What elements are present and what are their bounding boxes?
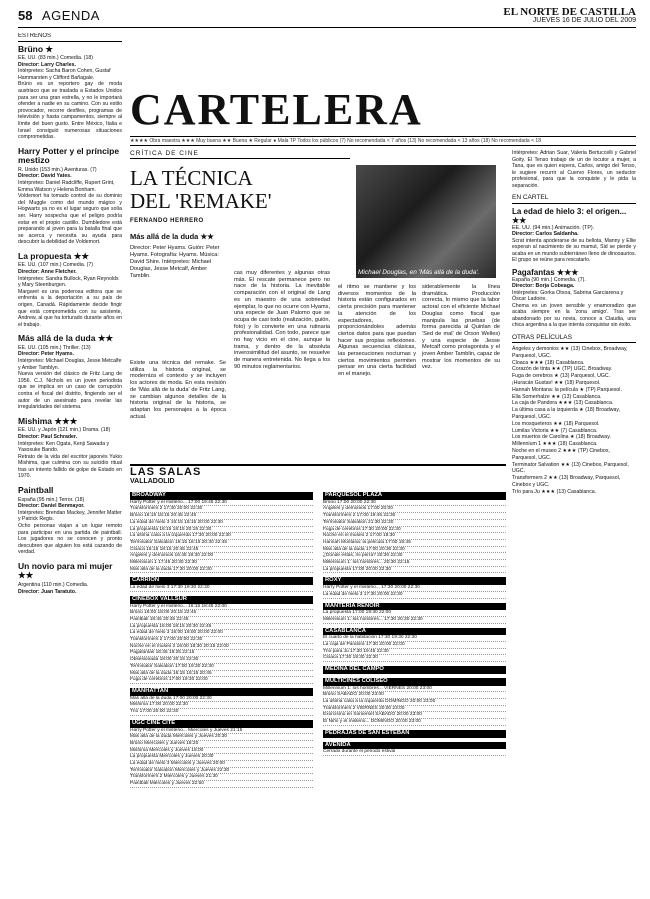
film-synopsis: Brüno es un reportero gay de moda austriaco que se traslada a Estados Unidos para ser una gran estrella, y no le importará ofender a nadie en su camino. Con su estilo provocador, recorre desfiles, programas de televisión y hasta campamentos, siempre al límite del buen gusto. Entre México, Italia e Israel consiguió numerosas situaciones comprometidas. [18,81,122,141]
showtime-row: La edad de hielo 3 17:30 19:30 22:30 [130,585,313,592]
showtime-row: Harry Potter y el misterio... 17:00 19:45 22:30 [130,500,313,507]
film-director: Director: Daniel Benmayor. [18,503,85,510]
film-meta: España (95 min.) Terror. (18) [18,496,85,503]
film-entry [18,417,122,480]
film-meta: Argentina (110 min.) Comedia. [18,581,89,588]
cinema-name: MANTERÍA RENOIR [323,603,506,611]
film-title: Mishima ★★★ [18,415,78,426]
film-synopsis: Ocho personas viajan a un lugar remoto para participar en una partida de paintball. Los jugadores no se conocen y pronto descubren que alguien los está cazando de verdad. [18,522,122,556]
listings-right-column [323,488,506,756]
showtime-row: Millennium 1: los hombres... VIERNES 20:00 23:00 [323,686,506,693]
showtime-row: Terminator Salvation 17:00 19:30 22:30 [130,664,313,671]
showtime-row: El Niño y el misterio... DOMINGO 20:00 23:00 [323,719,506,726]
review-photo [356,165,496,278]
film-entry [18,334,122,410]
section-name: AGENDA [42,8,100,23]
continued-text: Intérpretes: Adrian Suar, Valeria Bertuccelli y Gabriel Goity. El Tenso trabajo de un de locutor a mujer, a Tana, que es quien espera, Carlos, amigo del Tenso, le sugiere recurrir al Cuervo Flores, un seductor profesional, para que la conquiste y le pida la separación. [512,150,636,189]
film-cast: Intérpretes: Brendan Mackey, Jennifer Matter y Patrick Regis. [18,509,122,523]
film-review [130,150,501,455]
showtime-row: Mishima 17:00 20:00 22:30 [130,702,313,709]
showtime-row: Transformers 2 17:30 20:00 22:30 [130,506,313,513]
showtime-row: Ángeles y demonios 17:00 20:00 [323,506,506,513]
showtime-row: Trío 17:00 20:00 22:30 [130,709,313,716]
showtime-row: Transformers 2 Miércoles y Jueves 21:30 [130,774,313,781]
cinema-name: AVENIDA [323,742,506,750]
showtime-row: Transformers 2 17:00 20:00 22:30 [130,637,313,644]
film-director: Director: Juan Taratuto. [18,588,77,595]
recommendation-item: Cloaca ★★★ (18) Casablanca. [512,359,585,366]
film-director: Director: Larry Charles. [18,61,76,68]
recommendation-item: ¡Huracán Gustav! ★★ (18) Parquesol. [512,379,601,386]
pagafantas-meta: España (90 min.) Comedia. (7). [512,276,586,283]
review-column-3: el ritmo se mantiene y los diversos momentos de la historia están configurados en cierta precisión para mantener la atención de los espectadores, proporcionándoles además ciertos datos para que puedan hacer sus propias reflexiones. Algunas secuencias clásicas, las persecuciones nocturnas y ciertos movimientos permiten pensar en una cierta facilidad en el manejo. [338,284,416,378]
review-column-1: Existe una técnica del remake. Se utiliza la historia original, se moderniza el contexto y se incluyen los actores de moda. En esta revisión de 'Más allá de la duda' de Fritz Lang, se cambian algunos detalles de la historia original de la historia, se adaptan los personajes a la época actual. [130,360,226,420]
cinema-name: MANHATTAN [130,688,313,696]
recommendation-item: Lumilas Victoria ★★ (7) Casablanca. [512,427,598,434]
showtime-row: Transformers 2 17:00 19:45 22:30 [323,513,506,520]
right-column [512,150,636,891]
review-kicker: CRÍTICA DE CINE [130,150,350,159]
edad-hielo-title: La edad de hielo 3: el origen... ★★ [512,206,627,225]
showtime-row: La propuesta 17:00 19:30 22:00 [323,610,506,617]
film-synopsis: Nueva versión del clásico de Fritz Lang de 1956. C.J. Nichols es un joven periodista que se implica en un caso de corrupción contra el fiscal del distrito, fingiendo ser el autor de un asesinato para revelar las irregularidades del sistema. [18,371,122,411]
pagafantas-title: Pagafantas ★★★ [512,267,579,277]
film-entry [18,147,122,246]
newspaper-name: EL NORTE DE CASTILLA [503,6,636,18]
cinema-name: CARRIÓN [130,577,313,585]
cinema-name: MULTICINES COLISEO [323,678,506,686]
cinema-name: UGC CINÉ CITÉ [130,720,313,728]
recommendation-item: La caja de Pandora ★★★ (13) Casablanca. [512,400,614,407]
showtime-row: Obsesionada 18:00 20:15 22:30 [130,657,313,664]
film-cast: Intérpretes: Ken Ogata, Kenji Sawada y Yasosuke Bando. [18,440,110,454]
recommendation-item: Ángeles y demonios ★★ (13) Cinebox, Broadway, Parquesol, UGC. [512,346,628,359]
showtime-row: La última casa a la izquierda DOMINGO 20:00 23:00 [323,699,506,706]
film-synopsis: Voldemort ha tomado control de su dominio del Muggle como del mundo mágico y Hogwarts ya no es el lugar seguro que solía ser. Harry sospecha que el peligro podría estar en el propio castillo. Dumbledore está preparando al joven para la batalla final que se acerca y necesita su ayuda para descubrir la debilidad de Voldemort. [18,193,122,246]
recommendation-item: Hannah Montana: la película ★ (TP) Parquesol. [512,386,622,393]
showtime-row: Brüno Miércoles y Jueves 18:20 [130,741,313,748]
showtime-row: Millennium 1 17:45 20:30 22:30 [130,560,313,567]
showtime-row: Cloaca 16:15 18:15 20:45 22:45 [130,547,313,554]
recommendation-item: Corazón de tinta ★★ (TP) UGC, Broadway. [512,366,613,373]
listings-city: VALLADOLID [130,478,175,485]
cinema-name: ROXY [323,577,506,585]
recommendation-item: Los mosqueteros ★★ (18) Parquesol. [512,420,600,427]
showtime-row: Más allá de la duda 17:30 20:00 22:30 [130,567,313,574]
showtime-row: Mishima Miércoles y Jueves 18:00 [130,748,313,755]
otras-kicker: OTRAS PELÍCULAS [512,335,636,344]
showtime-row: Terminator Salvation 16:15 18:15 20:30 22:45 [130,540,313,547]
showtime-row: Brüno 17:00 20:00 22:30 [323,500,506,507]
showtime-row: Cerrado durante el periodo estival [323,749,506,756]
showtime-row: Millennium 1: los hombres... 17:30 20:30 22:30 [323,617,506,624]
recommendation-item: La última casa a la izquierda ★ (18) Broadway, Parquesol, UGC. [512,407,621,420]
film-entry [18,562,122,595]
showtime-row: La última casa a la izquierda 17:30 20:00 22:30 [130,533,313,540]
showtime-row: Noche en el museo 2 17:00 19:30 [323,533,506,540]
showtime-row: Fuga de cerebros 17:00 19:30 22:00 [130,677,313,684]
film-meta: EE. UU. (107 min.) Comedia. (7) [18,262,93,269]
film-meta: EE. UU. (83 min.) Comedia. (18) [18,55,93,62]
showtime-row: Transformers 2 VIERNES 20:00 23:00 [323,706,506,713]
otras-list [512,346,636,496]
recommendation-item: Transformers 2 ★★ (13) Broadway, Parquesol, Cinebox y UGC. [512,475,621,488]
cinema-name: PEDRAJAS DE SAN ESTEBAN [323,730,506,738]
rating-legend: ★★★★ Obra maestra ★★★ Muy buena ★★ Buena ★ Regular ● Mala TP Todos los públicos (7) No recomendada < 7 años (13) No recomendada < 13 años (18) No recomendada < 18 [130,136,636,146]
showtime-row: Terminator Salvation 21:30 22:30 [323,520,506,527]
film-title: La propuesta ★★ [18,250,89,261]
en-cartel-kicker: EN CARTEL [512,195,636,204]
recommendation-item: Fuga de cerebros ★ (13) Parquesol, UGC. [512,373,611,380]
film-title: Brüno ★ [18,43,54,54]
showtime-row: Brüno 16:00 18:00 20:15 22:45 [130,610,313,617]
review-byline: FERNANDO HERRERO [130,218,204,224]
showtime-row: Exorcismo en Somerset SÁBADO 20:00 23:00 [323,712,506,719]
film-entry [18,45,122,141]
showtime-row: La edad de hielo 3 17:30 20:00 22:30 [323,592,506,599]
listings-title: LAS SALAS [130,464,506,478]
cinema-name: MEDINA DEL CAMPO [323,666,506,674]
showtime-row: La propuesta 16:15 18:15 20:15 22:30 [130,527,313,534]
film-title: Harry Potter y el príncipe mestizo [18,145,120,166]
page-title: CARTELERA [130,85,423,134]
photo-caption: Michael Douglas, en 'Más allá de la duda'. [358,269,480,276]
edad-hielo-meta: EE. UU. (94 min.) Animación. (TP). [512,224,595,231]
showtime-row: Hannah Montana: la película 17:00 19:45 [323,540,506,547]
recommendation-item: Ella Somerhalze ★★ (13) Casablanca. [512,393,602,400]
showtime-row: Millennium 1: los hombres... 20:30 22:15 [323,560,506,567]
review-column-2: cas muy diferentes y algunas otras más. El rescate permanece pero no nace de la historia. La inevitable comparación con el original de Lang es un maestro de una sobriedad ejemplar, lo que no ocurre con Hyams, una especie de Juan Palomo que se ocupa de casi todo (realización, guión, foto) y lo convierte en una rutinaria profesionalidad. Con todo, parece que no hay vicio en el cine, aunque la trama, y dentro de la absoluta inverosimilitud del asunto, se resuelve de manera entretenida. No llega a los 90 minutos reglamentarios. [234,270,330,370]
showtime-row: Brüno SÁBADO 20:00 23:00 [323,692,506,699]
estrenos-list [18,45,122,596]
showtime-row: Brüno 16:15 18:15 20:45 22:45 [130,513,313,520]
showtime-row: Más allá de la duda 16:15 18:15 20:45 [130,671,313,678]
showtime-row: La edad de hielo 3 16:00 18:00 20:00 22:00 [130,630,313,637]
film-cast: Intérpretes: Sandra Bullock, Ryan Reynolds y Mary Steenburgen. [18,275,119,289]
cinema-name: PARQUESOL PLAZA [323,492,506,500]
estrenos-column [18,33,122,891]
edad-hielo-director: Director: Carlos Saldanha. [512,231,579,237]
pagafantas-body: Chema es un joven sensible y enamoradizo que acaba siempre en la 'zona amigo'. Tras ser abandonado por su novia, conoce a Claudia, una chica argentina a la que intenta conquistar sin éxito. [512,302,636,328]
showtime-row: ¿Dónde estás, mi perra? 20:30 22:30 [323,553,506,560]
review-film-title: Más allá de la duda ★★ [130,232,214,241]
cinema-name: BROADWAY [130,492,313,500]
showtime-row: La propuesta 16:00 18:15 20:30 22:45 [130,624,313,631]
page-number: 58 [18,8,33,23]
showtime-row: La edad de hielo 3 Miércoles y Jueves 20:00 [130,761,313,768]
film-meta: R. Unido (153 min.) Aventuras. (7) [18,166,97,173]
showtime-row: Cloaca 17:30 19:30 22:30 [323,655,506,662]
pagafantas-cast: Intérpretes: Gorka Otxoa, Sabrina Garciarena y Óscar Ladoire. [512,289,624,302]
showtime-row: El cuarto de la habitación 17:30 19:30 22:30 [323,635,506,642]
film-meta: EE. UU. (105 min.) Thriller. (13) [18,344,91,351]
showtime-row: Noche en el museo 2 16:00 18:30 20:15 22:00 [130,644,313,651]
showtime-row: Terminator Salvation Miércoles y Jueves 22:30 [130,768,313,775]
film-director: Director: David Yates. [18,173,72,180]
film-meta: EE. UU. y Japón (121 min.) Drama. (18) [18,427,111,434]
film-cast: Intérpretes: Daniel Radcliffe, Rupert Grint, Emma Watson y Helena Bonham. [18,180,115,193]
film-synopsis: Retrato de la vida del escritor japonés Yukio Mishima, que culmina con su suicidio ritual tras un intento fallido de golpe de Estado en 1970. [18,453,122,480]
cinema-listings [130,464,506,891]
review-credits: Director: Peter Hyams. Guión: Peter Hyams. Fotografía: Hyams. Música: David Shire. Intérpretes: Michael Douglas, Jesse Metcalf, Amber Tamblin. [130,245,220,279]
cinema-name: CASABLANCA [323,628,506,636]
showtime-row: Ángeles y demonios 16:45 19:30 22:00 [130,553,313,560]
recommendation-item: Noche en el museo 2 ★★★ (TP) Cinebox, Parquesol, UGC. [512,447,610,461]
showtime-row: Paintball 18:45 20:45 22:45 [130,617,313,624]
showtime-row: La caja de Pandora 17:30 20:00 22:00 [323,642,506,649]
showtime-row: Más allá de la duda 17:00 20:00 22:30 [130,696,313,703]
showtime-row: La propuesta 17:00 20:00 22:30 [323,567,506,574]
listings-left-column [130,488,313,788]
showtime-row: Fuga de cerebros 17:30 20:00 22:30 [323,527,506,534]
showtime-row: Harry Potter y el misterio... Miércoles y Jueves 21:15 [130,728,313,735]
showtime-row: Harry Potter y el misterio... 16:15 18:45 22:00 [130,604,313,611]
showtime-row: Trío para Ju 17:30 19:45 22:30 [323,649,506,656]
review-title-line-1: LA TÉCNICA [130,166,253,190]
estrenos-kicker: ESTRENOS [18,33,122,42]
film-director: Director: Peter Hyams. [18,351,74,358]
showtime-row: Harry Potter y el misterio... 17:30 20:00 22:30 [323,585,506,592]
review-column-4: siderablemente la línea dramática. Producción correcta, lo mismo que la labor actoral con el eficiente Michael Douglas como fiscal que manipula las pruebas (de forma parecida al Quinlan de 'Sed de mal' de Orson Welles) y una especie de Jesse Metcalf como protagonista y el joven Amber Tamblin, capaz de mostrar los momentos de su vez. [422,284,500,371]
film-cast: Intérpretes: Michael Douglas, Jesse Metcalfe y Amber Tamblyn. [18,358,122,371]
page-header [18,6,636,28]
film-cast: Intérpretes: Sacha Baron Cohen, Gustaf Hammarsten y Clifford Bañagale. [18,68,111,81]
recommendation-item: Millennium 1 ★★★ (18) Casablanca. [512,441,598,448]
film-synopsis: Margaret es una poderosa editora que se enfrenta a la deportación a su país de origen, Canadá. Rápidamente decide fingir que está comprometida con su asistente, Andrew, al que ha torturado durante años en el trabajo. [18,288,122,328]
recommendation-item: Terminator Salvation ★★ (13) Cinebox, Parquesol, UGC. [512,461,629,475]
review-title-line-2: DEL 'REMAKE' [130,189,272,213]
cinema-name: CINEBOX VALLSUR [130,596,313,604]
showtime-row: Paintball Miércoles y Jueves 22:50 [130,781,313,788]
showtime-row: Pagafantas 16:45 19:25 22:15 [130,650,313,657]
film-entry [18,486,122,556]
film-entry [18,252,122,328]
publication-date: JUEVES 16 DE JULIO DEL 2009 [532,17,636,24]
film-director: Director: Anne Fletcher. [18,269,77,276]
showtime-row: Más allá de la duda 17:00 20:30 22:30 [323,547,506,554]
showtime-row: La propuesta Miércoles y Jueves 20:30 [130,754,313,761]
film-title: Más allá de la duda ★★ [18,333,114,344]
recommendation-item: Trío para Ju ★★★ (13) Casablanca. [512,488,597,495]
film-title: Paintball [18,485,54,496]
film-director: Director: Paul Schrader. [18,433,78,440]
showtime-row: La edad de hielo 3 16:15 18:15 20:00 22:30 [130,520,313,527]
recommendation-item: Los muertos de Carolina ★ (18) Broadway. [512,434,611,441]
edad-hielo-body: Scrat intenta apoderarse de su bellota, Manny y Ellie esperan al nacimiento de su mamut, Sid se pierde y acaba en un mundo subterráneo lleno de dinosaurios. El grupo se reúne para rescatarlo. [512,237,636,263]
pagafantas-director: Director: Borja Cobeaga. [512,283,575,289]
showtime-row: Más allá de la duda Miércoles y Jueves 20:30 [130,734,313,741]
film-title: Un novio para mi mujer ★★ [18,560,113,581]
